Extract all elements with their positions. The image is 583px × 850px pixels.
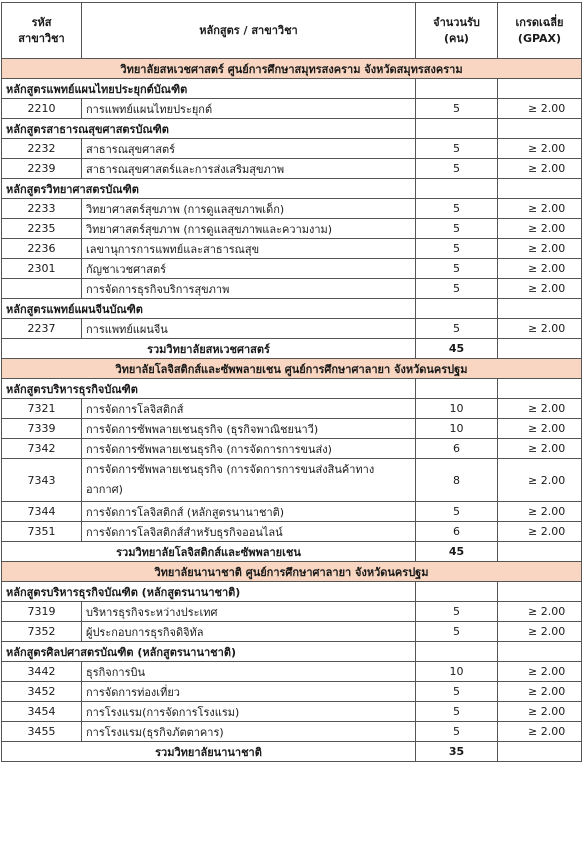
- table-row: [2, 702, 582, 722]
- program-name: หลักสูตรแพทย์แผนไทยประยุกต์บัณฑิต: [2, 79, 416, 99]
- gpa-requirement: ≥ 2.00: [498, 702, 582, 722]
- major-code: 3455: [2, 722, 82, 742]
- major-name: การจัดการโลจิสติกส์ (หลักสูตรนานาชาติ): [82, 502, 416, 522]
- college-name: วิทยาลัยนานาชาติ ศูนย์การศึกษาศาลายา จังหวัดนครปฐม: [2, 562, 582, 582]
- seats-value: 5: [416, 199, 498, 219]
- major-code: 2235: [2, 219, 82, 239]
- table-row: [2, 159, 582, 179]
- seats-value: 5: [416, 159, 498, 179]
- seats-value: 5: [416, 622, 498, 642]
- empty-cell: [498, 299, 582, 319]
- program-header-row: [2, 379, 582, 399]
- major-code: 3454: [2, 702, 82, 722]
- program-name: หลักสูตรสาธารณสุขศาสตรบัณฑิต: [2, 119, 416, 139]
- table-row: [2, 502, 582, 522]
- gpa-requirement: ≥ 2.00: [498, 259, 582, 279]
- empty-cell: [416, 179, 498, 199]
- empty-cell: [498, 79, 582, 99]
- empty-cell: [416, 79, 498, 99]
- major-code: 7339: [2, 419, 82, 439]
- empty-cell: [416, 119, 498, 139]
- total-row: [2, 542, 582, 562]
- total-label: รวมวิทยาลัยนานาชาติ: [2, 742, 416, 762]
- table-row: [2, 219, 582, 239]
- program-name: หลักสูตรศิลปศาสตรบัณฑิต (หลักสูตรนานาชาติ): [2, 642, 416, 662]
- seats-value: 5: [416, 702, 498, 722]
- program-name: หลักสูตรแพทย์แผนจีนบัณฑิต: [2, 299, 416, 319]
- major-code: 2239: [2, 159, 82, 179]
- program-header-row: [2, 642, 582, 662]
- empty-cell: [416, 642, 498, 662]
- college-name: วิทยาลัยโลจิสติกส์และซัพพลายเชน ศูนย์การศึกษาศาลายา จังหวัดนครปฐม: [2, 359, 582, 379]
- table-body: [2, 59, 582, 762]
- seats-value: 10: [416, 399, 498, 419]
- major-code: 7342: [2, 439, 82, 459]
- total-seats: 45: [416, 542, 498, 562]
- total-seats: 45: [416, 339, 498, 359]
- major-code: [2, 279, 82, 299]
- major-code: 7343: [2, 459, 82, 502]
- major-name: การจัดการซัพพลายเชนธุรกิจ (การจัดการการขนส่งสินค้าทางอากาศ): [82, 459, 416, 502]
- college-header-row: [2, 59, 582, 79]
- empty-cell: [416, 582, 498, 602]
- major-name: ผู้ประกอบการธุรกิจดิจิทัล: [82, 622, 416, 642]
- empty-cell: [498, 642, 582, 662]
- table-row: [2, 259, 582, 279]
- table-row: [2, 139, 582, 159]
- seats-value: 10: [416, 419, 498, 439]
- major-name: การจัดการธุรกิจบริการสุขภาพ: [82, 279, 416, 299]
- major-name: การจัดการโลจิสติกส์สำหรับธุรกิจออนไลน์: [82, 522, 416, 542]
- major-name: บริหารธุรกิจระหว่างประเทศ: [82, 602, 416, 622]
- gpa-requirement: ≥ 2.00: [498, 622, 582, 642]
- table-row: [2, 399, 582, 419]
- gpa-requirement: ≥ 2.00: [498, 419, 582, 439]
- gpa-requirement: ≥ 2.00: [498, 159, 582, 179]
- gpa-requirement: ≥ 2.00: [498, 99, 582, 119]
- gpa-requirement: ≥ 2.00: [498, 522, 582, 542]
- major-name: เลขานุการการแพทย์และสาธารณสุข: [82, 239, 416, 259]
- total-row: [2, 339, 582, 359]
- major-name: การโรงแรม(การจัดการโรงแรม): [82, 702, 416, 722]
- seats-value: 5: [416, 502, 498, 522]
- table-row: [2, 419, 582, 439]
- seats-value: 5: [416, 279, 498, 299]
- table-row: [2, 459, 582, 502]
- table-row: [2, 602, 582, 622]
- table-header-row: [2, 3, 582, 59]
- major-name: วิทยาศาสตร์สุขภาพ (การดูแลสุขภาพและความงาม): [82, 219, 416, 239]
- seats-value: 6: [416, 522, 498, 542]
- table-row: [2, 99, 582, 119]
- empty-cell: [498, 742, 582, 762]
- major-code: 2232: [2, 139, 82, 159]
- gpa-requirement: ≥ 2.00: [498, 682, 582, 702]
- total-seats: 35: [416, 742, 498, 762]
- total-label: รวมวิทยาลัยสหเวชศาสตร์: [2, 339, 416, 359]
- seats-value: 5: [416, 99, 498, 119]
- program-header-row: [2, 582, 582, 602]
- major-code: 3442: [2, 662, 82, 682]
- major-code: 2233: [2, 199, 82, 219]
- gpa-requirement: ≥ 2.00: [498, 662, 582, 682]
- major-name: การจัดการซัพพลายเชนธุรกิจ (ธุรกิจพาณิชยนาวี): [82, 419, 416, 439]
- major-code: 7351: [2, 522, 82, 542]
- header-code: รหัส สาขาวิชา: [2, 3, 82, 59]
- seats-value: 5: [416, 319, 498, 339]
- seats-value: 5: [416, 239, 498, 259]
- seats-value: 5: [416, 602, 498, 622]
- program-name: หลักสูตรวิทยาศาสตรบัณฑิต: [2, 179, 416, 199]
- seats-value: 5: [416, 259, 498, 279]
- header-seats: จำนวนรับ (คน): [416, 3, 498, 59]
- major-name: กัญชาเวชศาสตร์: [82, 259, 416, 279]
- major-code: 7352: [2, 622, 82, 642]
- table-row: [2, 319, 582, 339]
- college-header-row: [2, 359, 582, 379]
- table-row: [2, 439, 582, 459]
- major-name: การจัดการท่องเที่ยว: [82, 682, 416, 702]
- seats-value: 5: [416, 722, 498, 742]
- table-row: [2, 622, 582, 642]
- major-name: การจัดการซัพพลายเชนธุรกิจ (การจัดการการขนส่ง): [82, 439, 416, 459]
- college-header-row: [2, 562, 582, 582]
- gpa-requirement: ≥ 2.00: [498, 239, 582, 259]
- major-code: 2236: [2, 239, 82, 259]
- table-row: [2, 522, 582, 542]
- major-code: 2210: [2, 99, 82, 119]
- gpa-requirement: ≥ 2.00: [498, 219, 582, 239]
- gpa-requirement: ≥ 2.00: [498, 279, 582, 299]
- seats-value: 10: [416, 662, 498, 682]
- major-name: สาธารณสุขศาสตร์: [82, 139, 416, 159]
- gpa-requirement: ≥ 2.00: [498, 722, 582, 742]
- major-code: 7319: [2, 602, 82, 622]
- table-row: [2, 239, 582, 259]
- gpa-requirement: ≥ 2.00: [498, 399, 582, 419]
- seats-value: 8: [416, 459, 498, 502]
- gpa-requirement: ≥ 2.00: [498, 199, 582, 219]
- seats-value: 5: [416, 139, 498, 159]
- seats-value: 5: [416, 219, 498, 239]
- empty-cell: [498, 119, 582, 139]
- admission-table: [1, 2, 582, 762]
- major-name: การแพทย์แผนจีน: [82, 319, 416, 339]
- major-code: 2237: [2, 319, 82, 339]
- college-name: วิทยาลัยสหเวชศาสตร์ ศูนย์การศึกษาสมุทรสงคราม จังหวัดสมุทรสงคราม: [2, 59, 582, 79]
- major-code: 7344: [2, 502, 82, 522]
- seats-value: 6: [416, 439, 498, 459]
- major-name: สาธารณสุขศาสตร์และการส่งเสริมสุขภาพ: [82, 159, 416, 179]
- total-label: รวมวิทยาลัยโลจิสติกส์และซัพพลายเชน: [2, 542, 416, 562]
- empty-cell: [498, 339, 582, 359]
- gpa-requirement: ≥ 2.00: [498, 139, 582, 159]
- table-row: [2, 722, 582, 742]
- program-header-row: [2, 299, 582, 319]
- program-header-row: [2, 79, 582, 99]
- major-name: ธุรกิจการบิน: [82, 662, 416, 682]
- total-row: [2, 742, 582, 762]
- table-row: [2, 199, 582, 219]
- empty-cell: [416, 299, 498, 319]
- major-code: 7321: [2, 399, 82, 419]
- program-name: หลักสูตรบริหารธุรกิจบัณฑิต: [2, 379, 416, 399]
- gpa-requirement: ≥ 2.00: [498, 602, 582, 622]
- empty-cell: [498, 582, 582, 602]
- major-code: 3452: [2, 682, 82, 702]
- gpa-requirement: ≥ 2.00: [498, 319, 582, 339]
- header-program: หลักสูตร / สาขาวิชา: [82, 3, 416, 59]
- program-header-row: [2, 119, 582, 139]
- table-row: [2, 279, 582, 299]
- major-code: 2301: [2, 259, 82, 279]
- program-name: หลักสูตรบริหารธุรกิจบัณฑิต (หลักสูตรนานาชาติ): [2, 582, 416, 602]
- major-name: การจัดการโลจิสติกส์: [82, 399, 416, 419]
- empty-cell: [498, 179, 582, 199]
- empty-cell: [416, 379, 498, 399]
- seats-value: 5: [416, 682, 498, 702]
- header-gpa: เกรดเฉลี่ย (GPAX): [498, 3, 582, 59]
- major-name: วิทยาศาสตร์สุขภาพ (การดูแลสุขภาพเด็ก): [82, 199, 416, 219]
- program-header-row: [2, 179, 582, 199]
- gpa-requirement: ≥ 2.00: [498, 459, 582, 502]
- major-name: การแพทย์แผนไทยประยุกต์: [82, 99, 416, 119]
- empty-cell: [498, 379, 582, 399]
- major-name: การโรงแรม(ธุรกิจภัตตาคาร): [82, 722, 416, 742]
- table-row: [2, 682, 582, 702]
- empty-cell: [498, 542, 582, 562]
- table-row: [2, 662, 582, 682]
- gpa-requirement: ≥ 2.00: [498, 502, 582, 522]
- gpa-requirement: ≥ 2.00: [498, 439, 582, 459]
